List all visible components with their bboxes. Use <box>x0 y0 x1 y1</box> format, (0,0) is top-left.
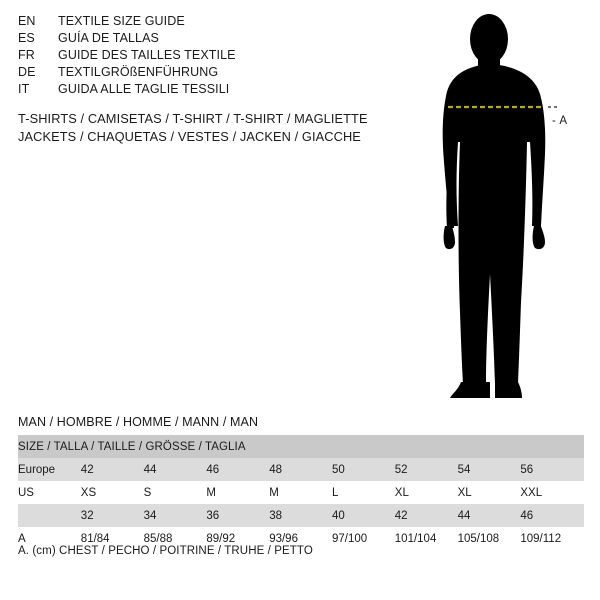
cell: 81/84 <box>81 527 144 550</box>
male-silhouette-figure <box>400 12 600 402</box>
row-label: US <box>18 481 81 504</box>
cell: 50 <box>332 458 395 481</box>
cell: 56 <box>520 458 584 481</box>
language-list <box>18 14 358 99</box>
cell: 46 <box>206 458 269 481</box>
language-text: GUÍA DE TALLAS <box>58 31 159 45</box>
language-text: GUIDE DES TAILLES TEXTILE <box>58 48 236 62</box>
cell: XL <box>395 481 458 504</box>
cell: 93/96 <box>269 527 332 550</box>
cell: 36 <box>206 504 269 527</box>
cell: 54 <box>458 458 521 481</box>
cell: 97/100 <box>332 527 395 550</box>
language-text: TEXTILE SIZE GUIDE <box>58 14 185 28</box>
cell: 44 <box>458 504 521 527</box>
cell: 46 <box>520 504 584 527</box>
cell: S <box>144 481 207 504</box>
cell: 105/108 <box>458 527 521 550</box>
table-row <box>18 481 584 504</box>
table-header-label: SIZE / TALLA / TAILLE / GRÖSSE / TAGLIA <box>18 435 584 458</box>
size-table-section <box>18 415 584 550</box>
table-header-row <box>18 435 584 458</box>
cell: 48 <box>269 458 332 481</box>
language-text: TEXTILGRÖßENFÜHRUNG <box>58 65 219 79</box>
cell: 89/92 <box>206 527 269 550</box>
language-text: GUIDA ALLE TAGLIE TESSILI <box>58 82 230 96</box>
silhouette-svg <box>400 12 600 402</box>
table-row <box>18 458 584 481</box>
language-code: EN <box>18 14 36 28</box>
cell: 109/112 <box>520 527 584 550</box>
cell: 32 <box>81 504 144 527</box>
cell: 52 <box>395 458 458 481</box>
language-row <box>18 48 358 65</box>
cell: XS <box>81 481 144 504</box>
cell: 40 <box>332 504 395 527</box>
garment-types <box>18 110 418 146</box>
cell: 101/104 <box>395 527 458 550</box>
cell: M <box>269 481 332 504</box>
garment-line-jackets: JACKETS / CHAQUETAS / VESTES / JACKEN / GIACCHE <box>18 129 361 144</box>
cell: XXL <box>520 481 584 504</box>
row-label: A <box>18 527 81 550</box>
size-table <box>18 435 584 550</box>
cell: 42 <box>81 458 144 481</box>
language-row <box>18 31 358 48</box>
row-label <box>18 504 81 527</box>
language-row <box>18 14 358 31</box>
cell: XL <box>458 481 521 504</box>
cell: 42 <box>395 504 458 527</box>
row-label: Europe <box>18 458 81 481</box>
cell: 85/88 <box>144 527 207 550</box>
language-code: ES <box>18 31 35 45</box>
table-row <box>18 504 584 527</box>
table-title: MAN / HOMBRE / HOMME / MANN / MAN <box>18 415 259 429</box>
language-code: IT <box>18 82 30 96</box>
cell: 38 <box>269 504 332 527</box>
language-row <box>18 65 358 82</box>
cell: L <box>332 481 395 504</box>
language-code: FR <box>18 48 35 62</box>
language-row <box>18 82 358 99</box>
silhouette-shape <box>443 14 546 398</box>
cell: 34 <box>144 504 207 527</box>
chest-footnote: A. (cm) CHEST / PECHO / POITRINE / TRUHE / PETTO <box>18 545 313 557</box>
language-code: DE <box>18 65 36 79</box>
garment-line-tshirts: T-SHIRTS / CAMISETAS / T-SHIRT / T-SHIRT / MAGLIETTE <box>18 111 368 126</box>
measure-label-a: - A <box>552 115 568 127</box>
cell: 44 <box>144 458 207 481</box>
cell: M <box>206 481 269 504</box>
